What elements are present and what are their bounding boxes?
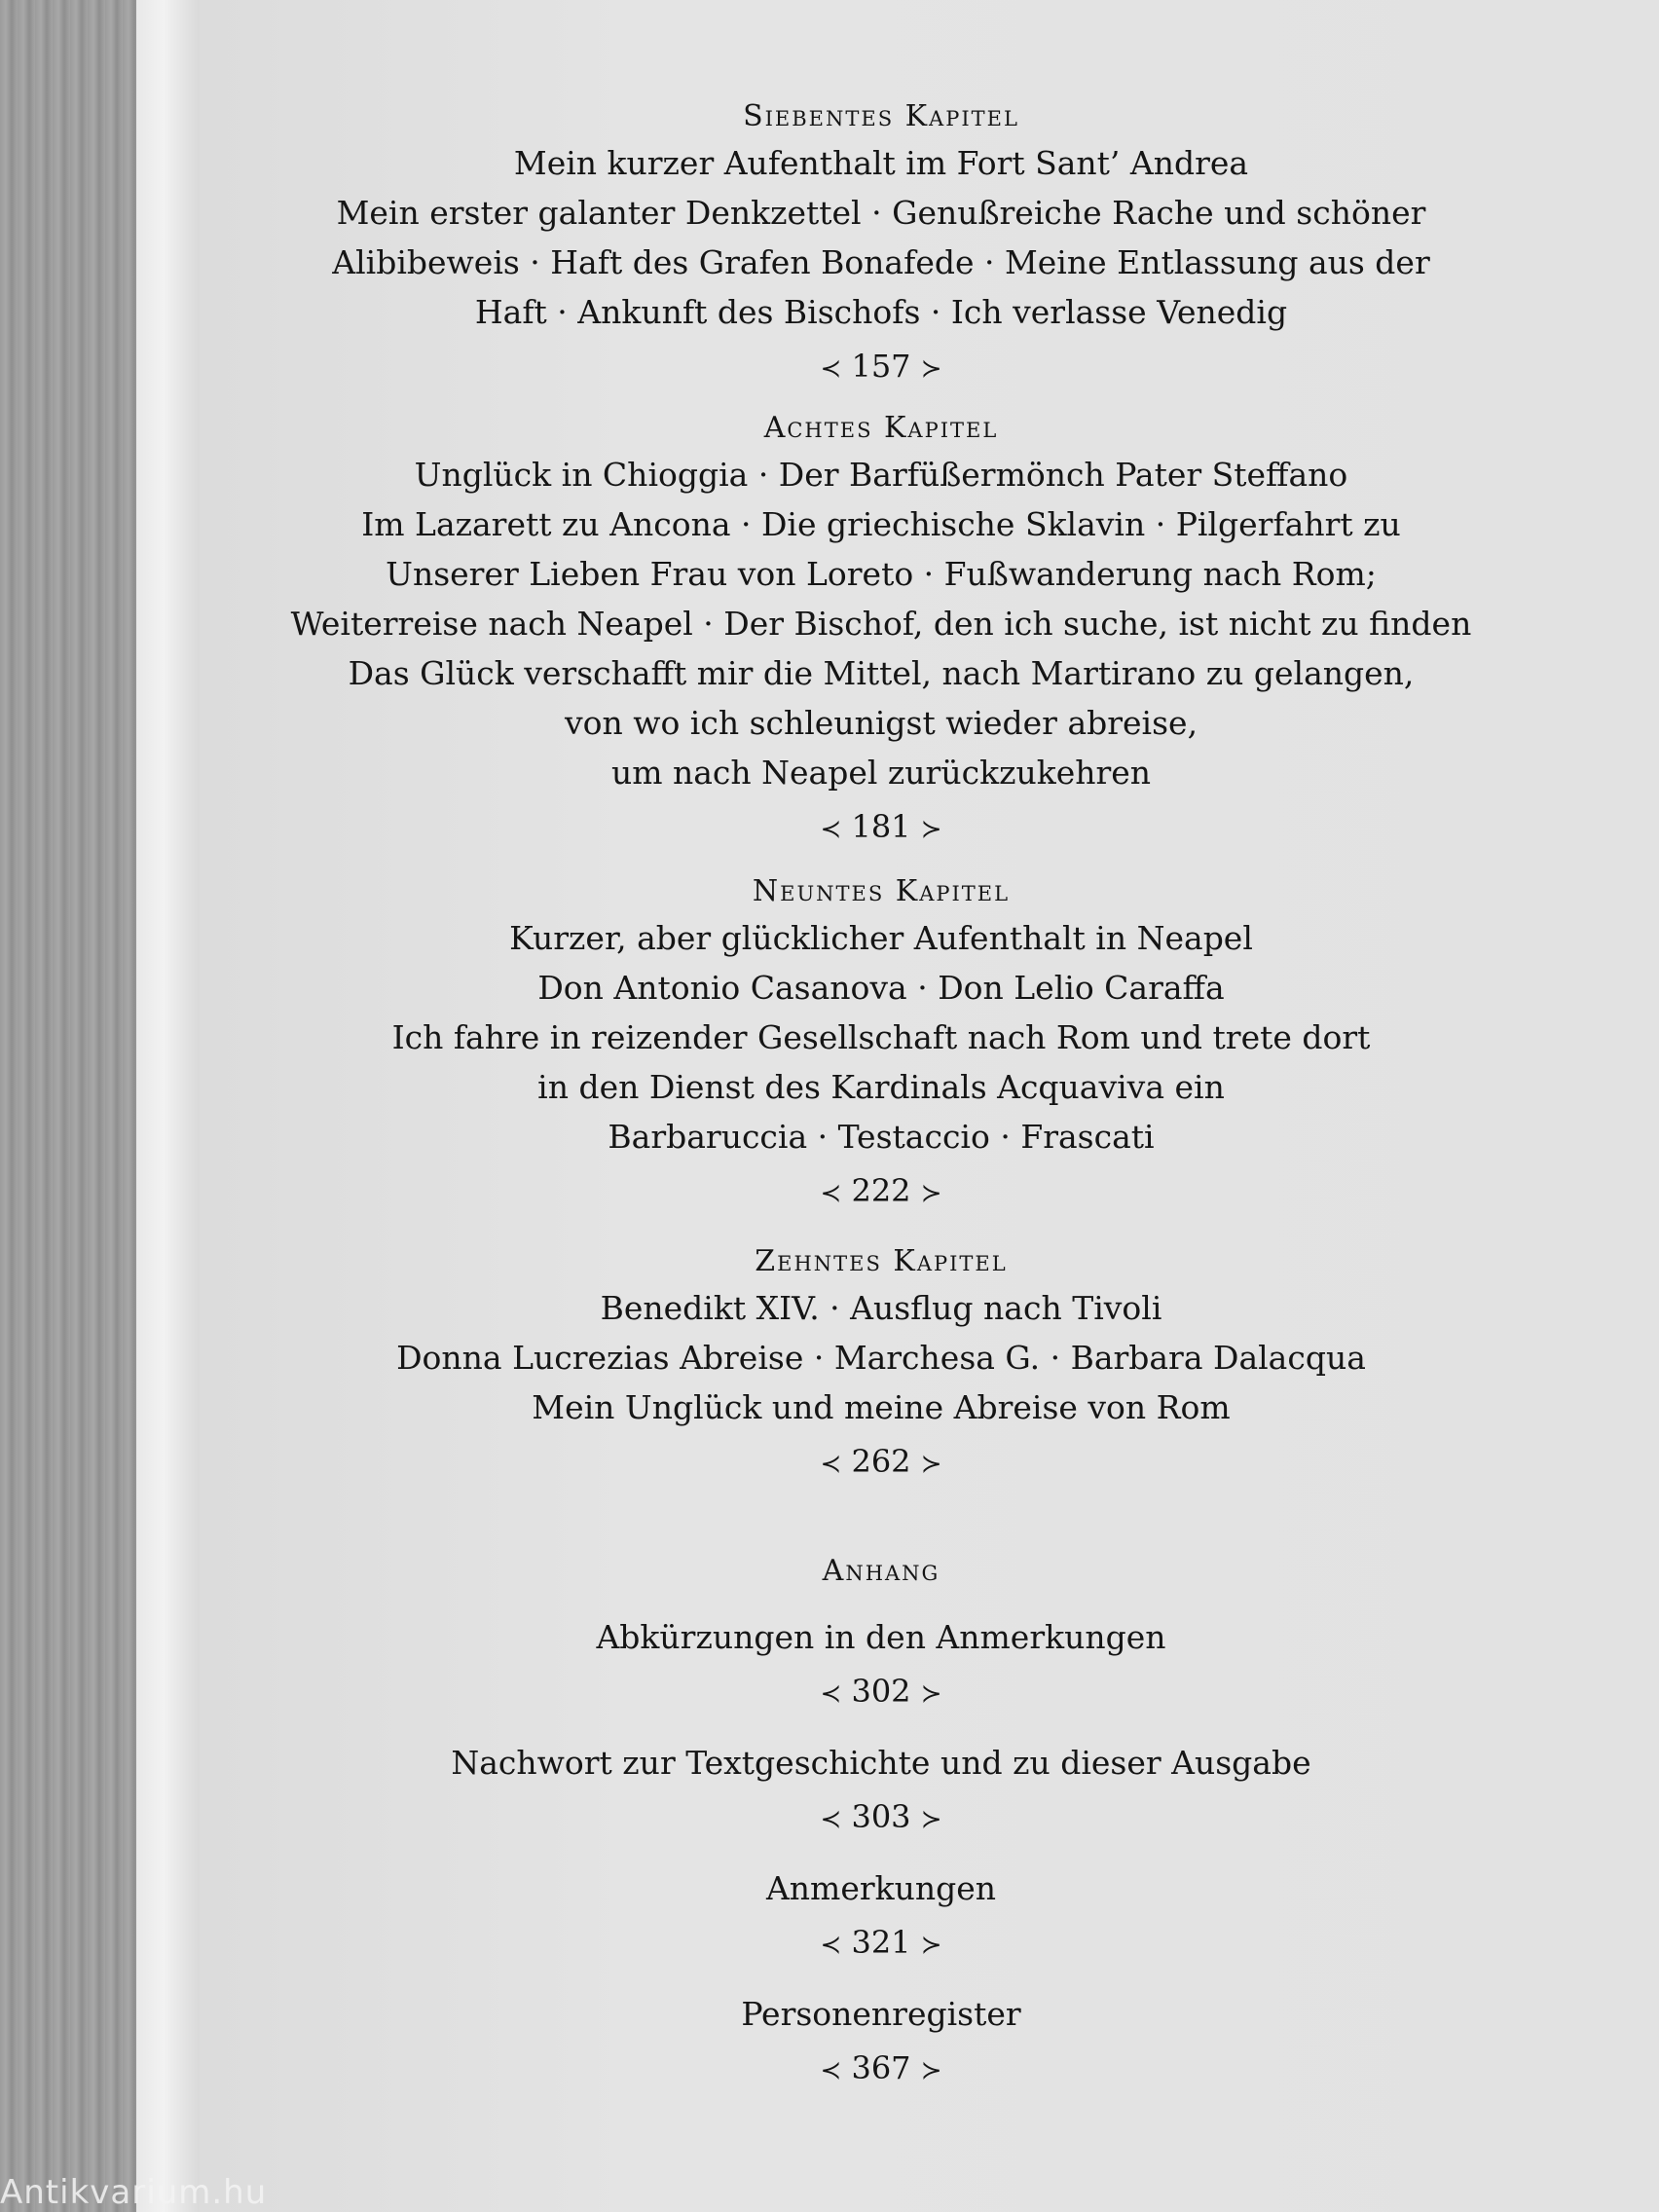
chapter-siebentes xyxy=(200,95,1563,393)
ornament-right: ≻ xyxy=(920,1179,942,1208)
page-number xyxy=(200,1664,1563,1718)
ornament-left: ≺ xyxy=(820,2056,842,2085)
ornament-right: ≻ xyxy=(920,1679,942,1709)
ornament-left: ≺ xyxy=(820,1931,842,1960)
appendix-entry-title: Abkürzungen in den Anmerkungen xyxy=(596,1618,1166,1656)
page-number-value: 157 xyxy=(851,348,911,385)
ornament-right: ≻ xyxy=(920,354,942,384)
chapter-summary-line: Donna Lucrezias Abreise · Marchesa G. · Barbara Dalacqua xyxy=(396,1339,1366,1377)
page-number-value: 181 xyxy=(851,808,911,845)
chapter-heading: Achtes Kapitel xyxy=(763,411,999,445)
appendix xyxy=(200,1550,1563,2095)
chapter-summary-line: um nach Neapel zurückzukehren xyxy=(610,754,1152,792)
page-number-value: 367 xyxy=(851,2049,911,2086)
page-number xyxy=(200,1434,1563,1489)
chapter-zehntes xyxy=(200,1240,1563,1489)
chapter-achtes xyxy=(200,407,1563,854)
page-number-value: 222 xyxy=(851,1172,911,1209)
page-number xyxy=(200,1163,1563,1218)
appendix-entry-title: Personenregister xyxy=(741,1995,1021,2033)
ornament-left: ≺ xyxy=(820,1179,842,1208)
ornament-right: ≻ xyxy=(920,2056,942,2085)
page-number-value: 303 xyxy=(851,1798,911,1835)
chapter-summary-line: Das Glück verschafft mir die Mittel, nach Martirano zu gelangen, xyxy=(348,654,1415,692)
page-number xyxy=(200,1915,1563,1970)
chapter-summary-line: Kurzer, aber glücklicher Aufenthalt in Neapel xyxy=(509,919,1253,957)
page-number xyxy=(200,339,1563,393)
chapter-heading: Neuntes Kapitel xyxy=(752,874,1011,908)
appendix-entry-title: Anmerkungen xyxy=(765,1869,997,1907)
table-of-contents xyxy=(200,0,1563,2212)
table-backdrop xyxy=(0,0,146,2212)
chapter-summary-line: Barbaruccia · Testaccio · Frascati xyxy=(608,1118,1155,1156)
page-edge xyxy=(136,0,204,2212)
chapter-summary-line: Benedikt XIV. · Ausflug nach Tivoli xyxy=(600,1289,1162,1327)
chapter-summary-line: Mein kurzer Aufenthalt im Fort Sant’ Andrea xyxy=(513,144,1249,182)
chapter-heading: Siebentes Kapitel xyxy=(743,99,1019,133)
chapter-summary-line: von wo ich schleunigst wieder abreise, xyxy=(564,704,1198,742)
appendix-heading: Anhang xyxy=(822,1554,940,1588)
ornament-right: ≻ xyxy=(920,1805,942,1834)
ornament-right: ≻ xyxy=(920,1931,942,1960)
chapter-summary-line: Mein erster galanter Denkzettel · Genußreiche Rache und schöner xyxy=(336,194,1426,232)
page-number xyxy=(200,2041,1563,2095)
watermark: Antikvarium.hu xyxy=(0,2173,268,2212)
page-number xyxy=(200,1789,1563,1844)
chapter-summary-line: Ich fahre in reizender Gesellschaft nach Rom und trete dort xyxy=(391,1018,1371,1056)
ornament-right: ≻ xyxy=(920,815,942,844)
chapter-neuntes xyxy=(200,870,1563,1218)
chapter-summary-line: in den Dienst des Kardinals Acquaviva ein xyxy=(537,1068,1225,1106)
page-number xyxy=(200,799,1563,854)
chapter-summary-line: Unglück in Chioggia · Der Barfüßermönch Pater Steffano xyxy=(414,456,1348,494)
chapter-summary-line: Unserer Lieben Frau von Loreto · Fußwanderung nach Rom; xyxy=(386,555,1377,593)
ornament-left: ≺ xyxy=(820,1450,842,1479)
chapter-summary-line: Im Lazarett zu Ancona · Die griechische Sklavin · Pilgerfahrt zu xyxy=(361,505,1401,543)
ornament-left: ≺ xyxy=(820,1679,842,1709)
chapter-summary-line: Haft · Ankunft des Bischofs · Ich verlasse Venedig xyxy=(474,293,1288,331)
ornament-left: ≺ xyxy=(820,354,842,384)
page-number-value: 321 xyxy=(851,1924,911,1961)
appendix-entry-title: Nachwort zur Textgeschichte und zu dieser Ausgabe xyxy=(451,1744,1311,1782)
ornament-left: ≺ xyxy=(820,815,842,844)
chapter-summary-line: Weiterreise nach Neapel · Der Bischof, den ich suche, ist nicht zu finden xyxy=(290,605,1472,643)
chapter-heading: Zehntes Kapitel xyxy=(755,1244,1008,1278)
chapter-summary-line: Alibibeweis · Haft des Grafen Bonafede · Meine Entlassung aus der xyxy=(332,243,1430,281)
ornament-left: ≺ xyxy=(820,1805,842,1834)
page-number-value: 302 xyxy=(851,1673,911,1710)
chapter-summary-line: Don Antonio Casanova · Don Lelio Caraffa xyxy=(537,969,1225,1007)
ornament-right: ≻ xyxy=(920,1450,942,1479)
chapter-summary-line: Mein Unglück und meine Abreise von Rom xyxy=(532,1388,1231,1426)
page-number-value: 262 xyxy=(851,1443,911,1480)
